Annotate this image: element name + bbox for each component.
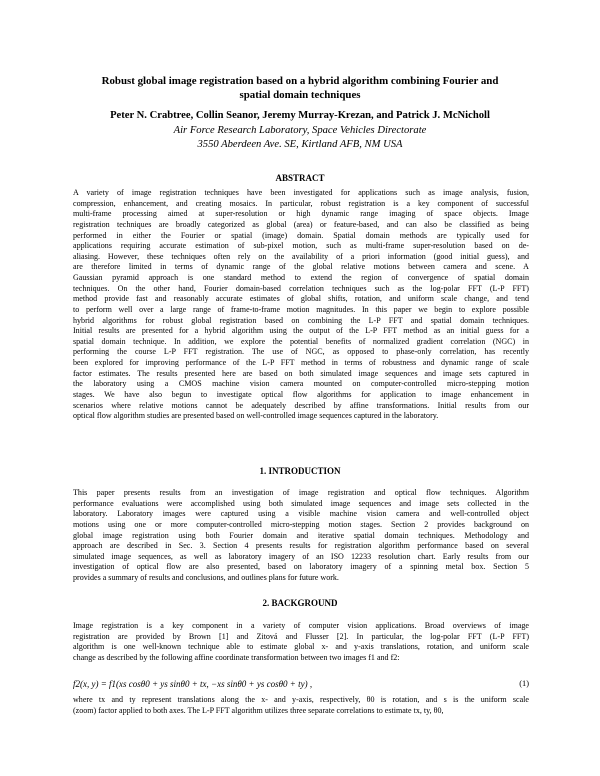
introduction-line: motions using one or more computer-controlled micro-stepping motion stages. Section 2 provides background on bbox=[73, 519, 529, 529]
abstract-line: A variety of image registration techniques have been investigated for applications such as image analysis, fusion, bbox=[73, 188, 529, 197]
background-body-continued bbox=[73, 695, 529, 716]
abstract-line: registration techniques are broadly categorized as global (area) or feature-based, and can also be classified as being bbox=[73, 219, 529, 229]
abstract-line: performing the course L-P FFT registration. The use of NGC, as opposed to phase-only correlation, has recently bbox=[73, 347, 529, 357]
abstract-line: the laboratory using a CMOS machine vision camera mounted on computer-controlled micro-stepping motion bbox=[73, 379, 529, 389]
abstract-line: techniques. On the other hand, Fourier domain-based correlation techniques such as the log-polar FFT (L-P FFT) bbox=[73, 283, 529, 293]
author-list: Peter N. Crabtree, Collin Seanor, Jeremy Murray-Krezan, and Patrick J. McNicholl bbox=[110, 110, 490, 121]
abstract-line: Gaussian pyramid approach is one standard method to extend the region of convergence of spatial domain bbox=[73, 273, 529, 282]
equation-number: (1) bbox=[519, 679, 529, 688]
abstract-line: hybrid algorithms for robust global registration based on combining the L-P FFT and spatial domain techniques. bbox=[73, 315, 529, 325]
introduction-line: This paper presents results from an investigation of image registration and optical flow techniques. Algorithm bbox=[73, 488, 529, 497]
background-line: where tx and ty represent translations along the x- and y-axis, respectively, θ0 is rotation, and s is the uniform scale bbox=[73, 695, 529, 704]
introduction-body bbox=[73, 488, 529, 584]
introduction-line: global image registration using both Fourier domain and iterative spatial domain techniques. Methodology and bbox=[73, 530, 529, 540]
abstract-line: optical flow algorithm studies are presented based on well-controlled image sequences captured in the laboratory. bbox=[73, 411, 439, 421]
abstract-line: scenarios where relative motions cannot be adequately described by affine transformations. Initial results from our bbox=[73, 400, 529, 410]
abstract-line: compression, enhancement, and creating mosaics. In particular, robust registration is a key component of successful bbox=[73, 198, 529, 208]
abstract-body bbox=[73, 188, 529, 422]
abstract-line: performed in either the Fourier or spatial (image) domain. Spatial domain methods are typically used for bbox=[73, 230, 529, 240]
abstract-line: multi-frame processing aimed at super-resolution or high dynamic range imaging of space objects. Image bbox=[73, 209, 529, 219]
abstract-line: been explored for improving performance of the L-P FFT method in terms of robustness and dynamic range of scale bbox=[73, 358, 529, 367]
equation-1 bbox=[73, 676, 529, 692]
abstract-line: to perform well over a large range of frame-to-frame motion magnitudes. In this paper we begin to explore possible bbox=[73, 304, 529, 314]
abstract-line: aliasing. However, these techniques often rely on the availability of a priori information (good initial guess), and bbox=[73, 251, 529, 261]
abstract-line: spatial domain technique. In addition, we explore the potential benefits of normalized gradient correlation (NGC) in bbox=[73, 336, 529, 346]
background-heading: 2. BACKGROUND bbox=[262, 598, 338, 608]
background-line: change as described by the following affine coordinate transformation between two images f1 and f2: bbox=[73, 652, 400, 662]
title-line-2: spatial domain techniques bbox=[239, 89, 361, 101]
background-body bbox=[73, 621, 529, 664]
background-line: registration are provided by Brown [1] and Zitová and Flusser [2]. In particular, the log-polar FFT (L-P FFT) bbox=[73, 631, 529, 641]
background-line: Image registration is a key component in a variety of computer vision applications. Broad overviews of image bbox=[73, 621, 529, 630]
background-line: (zoom) factor applied to both axes. The L-P FFT algorithm utilizes three separate correlations to estimate tx, ty, θ0, bbox=[73, 705, 444, 715]
introduction-line: performance evaluations were accomplished using both simulated image sequences and image sets collected in the bbox=[73, 498, 529, 508]
abstract-heading: ABSTRACT bbox=[275, 173, 325, 183]
equation-formula: f2(x, y) = f1(xs cosθ0 + ys sinθ0 + tx, −xs sinθ0 + ys cosθ0 + ty) , bbox=[73, 679, 313, 689]
introduction-heading: 1. INTRODUCTION bbox=[259, 466, 341, 476]
abstract-line: Initial results are presented for a hybrid algorithm using the output of the L-P FFT method as an initial guess for a bbox=[73, 326, 529, 336]
affiliation-line-2: 3550 Aberdeen Ave. SE, Kirtland AFB, NM USA bbox=[197, 139, 403, 150]
introduction-line: investigation of optical flow are also presented, based on laboratory imagery of a spinning metal box. Section 5 bbox=[73, 562, 529, 572]
background-line: algorithm is one well-known technique able to estimate global x- and y-axis translations, rotation, and uniform scale bbox=[73, 642, 529, 652]
abstract-line: applications requiring accurate estimation of sub-pixel motion, such as multi-frame super-resolution based on de- bbox=[73, 241, 529, 251]
title-line-1: Robust global image registration based on a hybrid algorithm combining Fourier and bbox=[101, 75, 499, 87]
introduction-line: approach are described in Sec. 3. Section 4 presents results for registration algorithm performance based on several bbox=[73, 541, 529, 551]
affiliation-line-1: Air Force Research Laboratory, Space Vehicles Directorate bbox=[173, 125, 427, 136]
abstract-line: method provide fast and reasonably accurate estimates of global shifts, rotation, and uniform scale change, and tend bbox=[73, 294, 529, 304]
paper-title bbox=[60, 74, 540, 102]
introduction-line: simulated image sequences, as well as laboratory imagery of an ISO 12233 resolution chart. Early results from our bbox=[73, 551, 529, 561]
abstract-line: are therefore limited in terms of dynamic range of the global relative motions between camera and scene. A bbox=[73, 262, 529, 272]
introduction-line: provides a summary of results and conclusions, and outlines plans for future work. bbox=[73, 573, 339, 582]
abstract-line: factor estimates. The results presented here are based on both simulated image sequences and image sets captured in bbox=[73, 368, 529, 378]
introduction-line: laboratory. Laboratory images were captured using a visible machine vision camera and well-controlled object bbox=[73, 509, 529, 519]
abstract-line: stages. We have also begun to investigate optical flow algorithms for application to image enhancement in bbox=[73, 389, 529, 399]
